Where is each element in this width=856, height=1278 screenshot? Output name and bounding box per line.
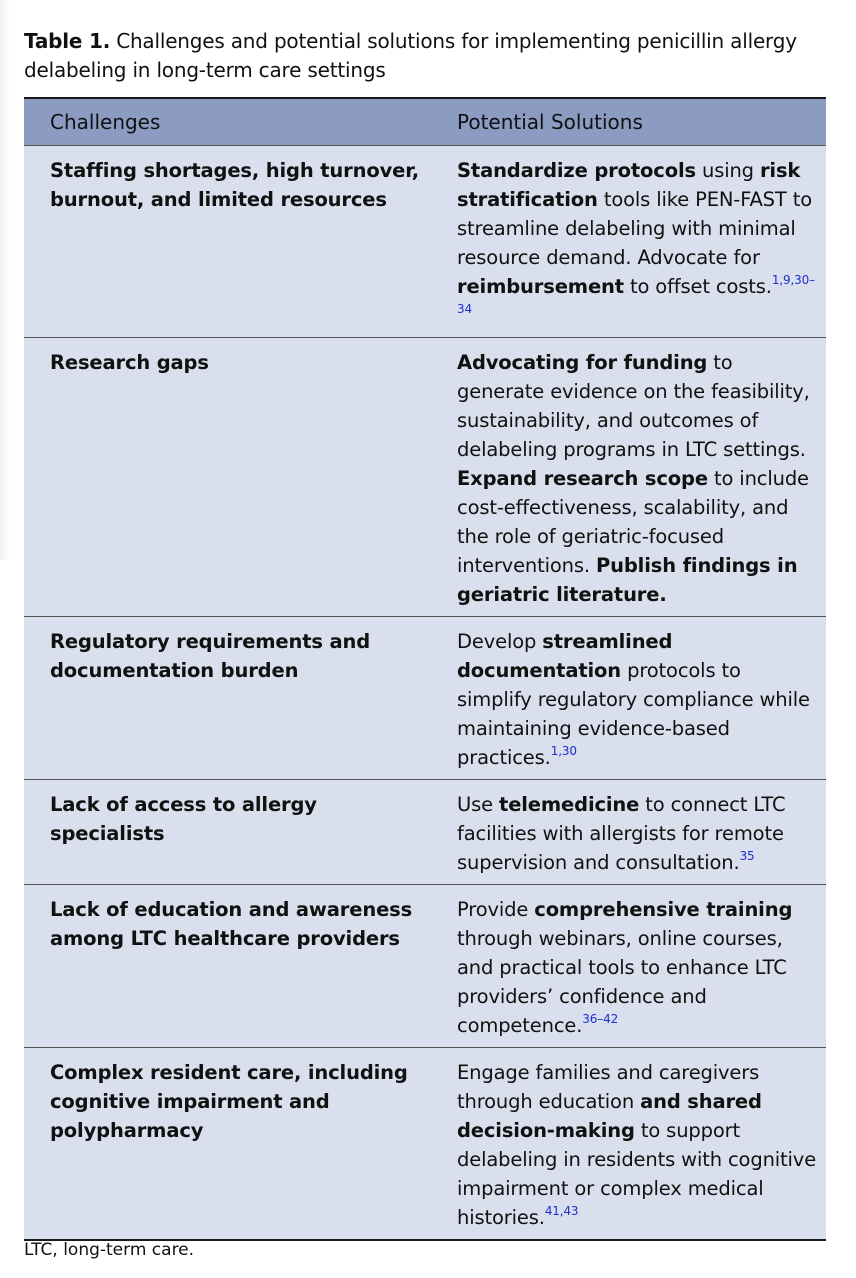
page-edge-shadow bbox=[0, 0, 10, 560]
solution-text: to generate evidence on the feasibility, sustainability, and outcomes of delabeling programs in LTC settings. bbox=[457, 351, 810, 461]
header-solutions: Potential Solutions bbox=[431, 99, 826, 146]
table-caption bbox=[24, 27, 834, 85]
solution-text: to connect LTC facilities with allergists for remote supervision and consultation. bbox=[457, 793, 786, 874]
table-footnote: LTC, long-term care. bbox=[24, 1240, 195, 1260]
solution-text: using bbox=[695, 159, 760, 182]
challenge-cell: Complex resident care, including cognitive impairment and polypharmacy bbox=[24, 1048, 431, 1240]
solution-text: to include cost-effectiveness, scalability, and the role of geriatric-focused interventions. bbox=[457, 467, 809, 577]
challenge-cell: Lack of access to allergy specialists bbox=[24, 780, 431, 885]
challenge-cell: Research gaps bbox=[24, 338, 431, 617]
solution-emphasis-text: Advocating for funding bbox=[457, 351, 708, 374]
citation-reference[interactable]: 36–42 bbox=[582, 1012, 619, 1026]
solution-cell bbox=[431, 146, 826, 338]
table-row bbox=[24, 885, 826, 1048]
solution-cell bbox=[431, 885, 826, 1048]
citation-reference[interactable]: 35 bbox=[739, 849, 755, 863]
solution-text: Develop bbox=[457, 630, 543, 653]
solution-text: tools like PEN-FAST to streamline delabeling with minimal resource demand. Advocate for bbox=[457, 188, 812, 269]
solution-emphasis-text: telemedicine bbox=[499, 793, 640, 816]
citation-reference[interactable]: 41,43 bbox=[544, 1204, 579, 1218]
solution-cell bbox=[431, 338, 826, 617]
citation-reference[interactable]: 1,9,30–34 bbox=[457, 273, 815, 316]
solution-text: to offset costs. bbox=[623, 275, 772, 298]
solution-text: through webinars, online courses, and practical tools to enhance LTC providers’ confidence and competence. bbox=[457, 927, 787, 1037]
solution-emphasis-text: risk stratification bbox=[457, 159, 801, 211]
solution-emphasis-text: and shared decision-making bbox=[457, 1090, 762, 1142]
solution-text: Use bbox=[457, 793, 500, 816]
challenge-cell: Regulatory requirements and documentation burden bbox=[24, 617, 431, 780]
solution-emphasis-text: Publish findings in geriatric literature. bbox=[457, 554, 798, 606]
table-caption-text: Challenges and potential solutions for implementing penicillin allergy delabeling in long-term care settings bbox=[24, 29, 797, 82]
solution-text: Provide bbox=[457, 898, 535, 921]
table-row bbox=[24, 617, 826, 780]
solution-emphasis-text: Expand research scope bbox=[457, 467, 708, 490]
table-row bbox=[24, 338, 826, 617]
solution-cell bbox=[431, 617, 826, 780]
header-challenges: Challenges bbox=[24, 99, 431, 146]
solution-text: Engage families and caregivers through education bbox=[457, 1061, 760, 1113]
challenge-cell: Lack of education and awareness among LTC healthcare providers bbox=[24, 885, 431, 1048]
challenge-cell: Staffing shortages, high turnover, burnout, and limited resources bbox=[50, 159, 420, 211]
table-caption-label: Table 1. bbox=[24, 29, 111, 53]
challenges-solutions-table bbox=[24, 97, 826, 1241]
citation-reference[interactable]: 1,30 bbox=[550, 744, 577, 758]
solution-emphasis-text: reimbursement bbox=[457, 275, 624, 298]
table-body bbox=[24, 146, 826, 1240]
table-header-row bbox=[24, 99, 826, 146]
table-row bbox=[24, 1048, 826, 1240]
solution-cell bbox=[431, 780, 826, 885]
solution-cell bbox=[431, 1048, 826, 1240]
table-row bbox=[24, 780, 826, 885]
solution-emphasis-text: Standardize protocols bbox=[457, 159, 696, 182]
solution-emphasis-text: streamlined documentation bbox=[457, 630, 673, 682]
solution-text: to support delabeling in residents with cognitive impairment or complex medical histories. bbox=[457, 1119, 817, 1229]
solution-text: protocols to simplify regulatory compliance while maintaining evidence-based practices. bbox=[457, 659, 810, 769]
table-row bbox=[24, 146, 826, 338]
solution-emphasis-text: comprehensive training bbox=[534, 898, 793, 921]
